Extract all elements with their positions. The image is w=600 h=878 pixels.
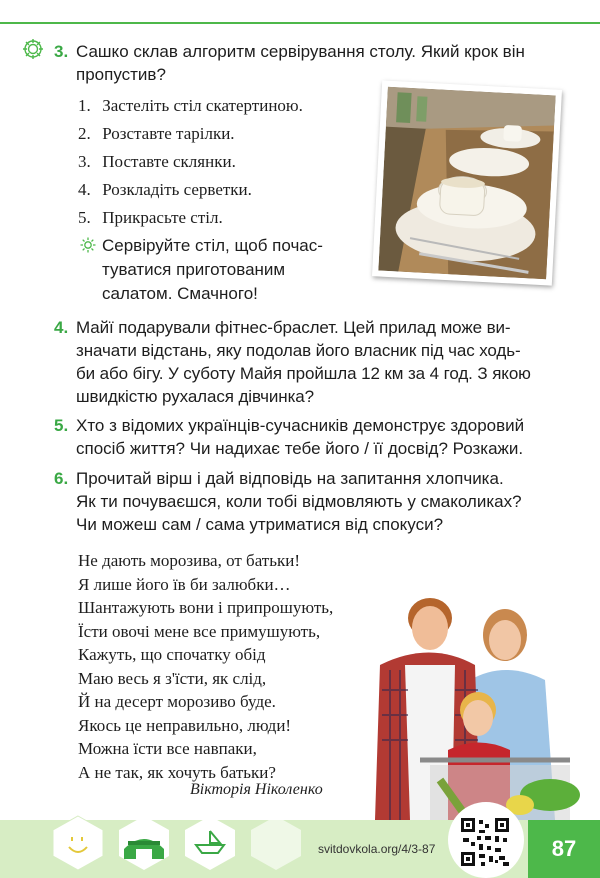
task-number: 5.	[54, 416, 69, 435]
table-setting-photo	[372, 80, 562, 285]
step-text: Розкладіть серветки.	[102, 180, 252, 199]
task-question-line: Сашко склав алгоритм сервірування столу. Який крок він	[76, 42, 525, 61]
task-text	[76, 414, 524, 460]
smile-hex-icon	[52, 815, 104, 871]
step-number: 3.	[78, 152, 91, 171]
task-5	[54, 414, 554, 460]
list-item	[78, 148, 378, 176]
poem-line: Можна їсти все навпаки,	[78, 739, 257, 758]
poem-line: Я лише його їв би залюбки…	[78, 574, 291, 594]
task-text-line: Майї подарували фітнес-браслет. Цей прилад може ви-	[76, 318, 511, 337]
tip-line: Сервіруйте стіл, щоб почас-	[102, 236, 323, 255]
family-photo	[360, 580, 600, 820]
task-text	[76, 316, 531, 408]
step-text: Поставте склянки.	[102, 152, 236, 171]
task-text-line: Чи можеш сам / сама утриматися від спокуси?	[76, 515, 444, 534]
step-number: 1.	[78, 96, 91, 115]
list-item	[78, 204, 378, 232]
step-text: Прикрасьте стіл.	[102, 208, 223, 227]
step-number: 5.	[78, 208, 91, 227]
step-number: 2.	[78, 124, 91, 143]
list-item	[78, 176, 378, 204]
gear-icon	[22, 38, 44, 60]
footer-url: svitdovkola.org/4/3-87	[318, 842, 436, 856]
poem-author: Вікторія Ніколенко	[190, 781, 323, 798]
task-3	[54, 40, 574, 90]
step-text: Застеліть стіл скатертиною.	[102, 96, 303, 115]
table-setting-image	[378, 87, 555, 280]
step-number: 4.	[78, 180, 91, 199]
boat-hex-icon	[184, 815, 236, 871]
algorithm-steps	[78, 92, 378, 232]
poem-line: Не дають морозива, от батьки!	[78, 551, 301, 570]
tip-line: салатом. Смачного!	[102, 284, 258, 303]
poem-line: Кажуть, що спочатку обід	[78, 645, 266, 664]
task-text-line: спосіб життя? Чи надихає тебе його / її досвід? Розкажи.	[76, 439, 524, 458]
poem-line: Маю весь я з'їсти, як слід,	[78, 668, 267, 688]
list-item	[78, 92, 378, 120]
blank-hex-icon	[250, 815, 302, 871]
poem-line: Якось це неправильно, люди!	[78, 715, 292, 735]
task-4	[54, 316, 554, 408]
top-rule	[0, 0, 600, 24]
task-text-line: Прочитай вірш і дай відповідь на запитання хлопчика.	[76, 469, 504, 488]
task-question	[76, 40, 525, 86]
task-text-line: Як ти почуваєшся, коли тобі відмовляють у смаколиках?	[76, 492, 522, 511]
poem-line: А не так, як хочуть батьки?	[78, 762, 276, 782]
bridge-hex-icon	[118, 815, 170, 871]
task-number: 4.	[54, 318, 69, 337]
sun-icon	[80, 237, 96, 253]
task-text-line: Хто з відомих українців-сучасників демонструє здоровий	[76, 416, 525, 435]
task-text-line: швидкістю рухалася дівчинка?	[76, 387, 315, 406]
poem-line: Й на десерт морозиво буде.	[78, 692, 276, 711]
poem	[78, 549, 333, 784]
page-number: 87	[528, 820, 600, 878]
step-text: Розставте тарілки.	[102, 124, 235, 143]
list-item	[78, 120, 378, 148]
poem-line: Їсти овочі мене все примушують,	[78, 621, 321, 641]
poem-line: Шантажують вони і припрошують,	[78, 598, 334, 617]
task-question-line: пропустив?	[76, 65, 166, 84]
task-text	[76, 467, 522, 536]
task-text-line: значати відстань, яку подолав його власник під час ходь-	[76, 341, 521, 360]
task-number: 3.	[54, 42, 69, 61]
task-text-line: би або бігу. У суботу Майя пройшла 12 км за 4 год. З якою	[76, 364, 531, 383]
tip-line: туватися приготованим	[102, 260, 286, 279]
task-number: 6.	[54, 469, 69, 488]
task-6	[54, 467, 574, 537]
qr-code-icon[interactable]	[461, 818, 509, 866]
